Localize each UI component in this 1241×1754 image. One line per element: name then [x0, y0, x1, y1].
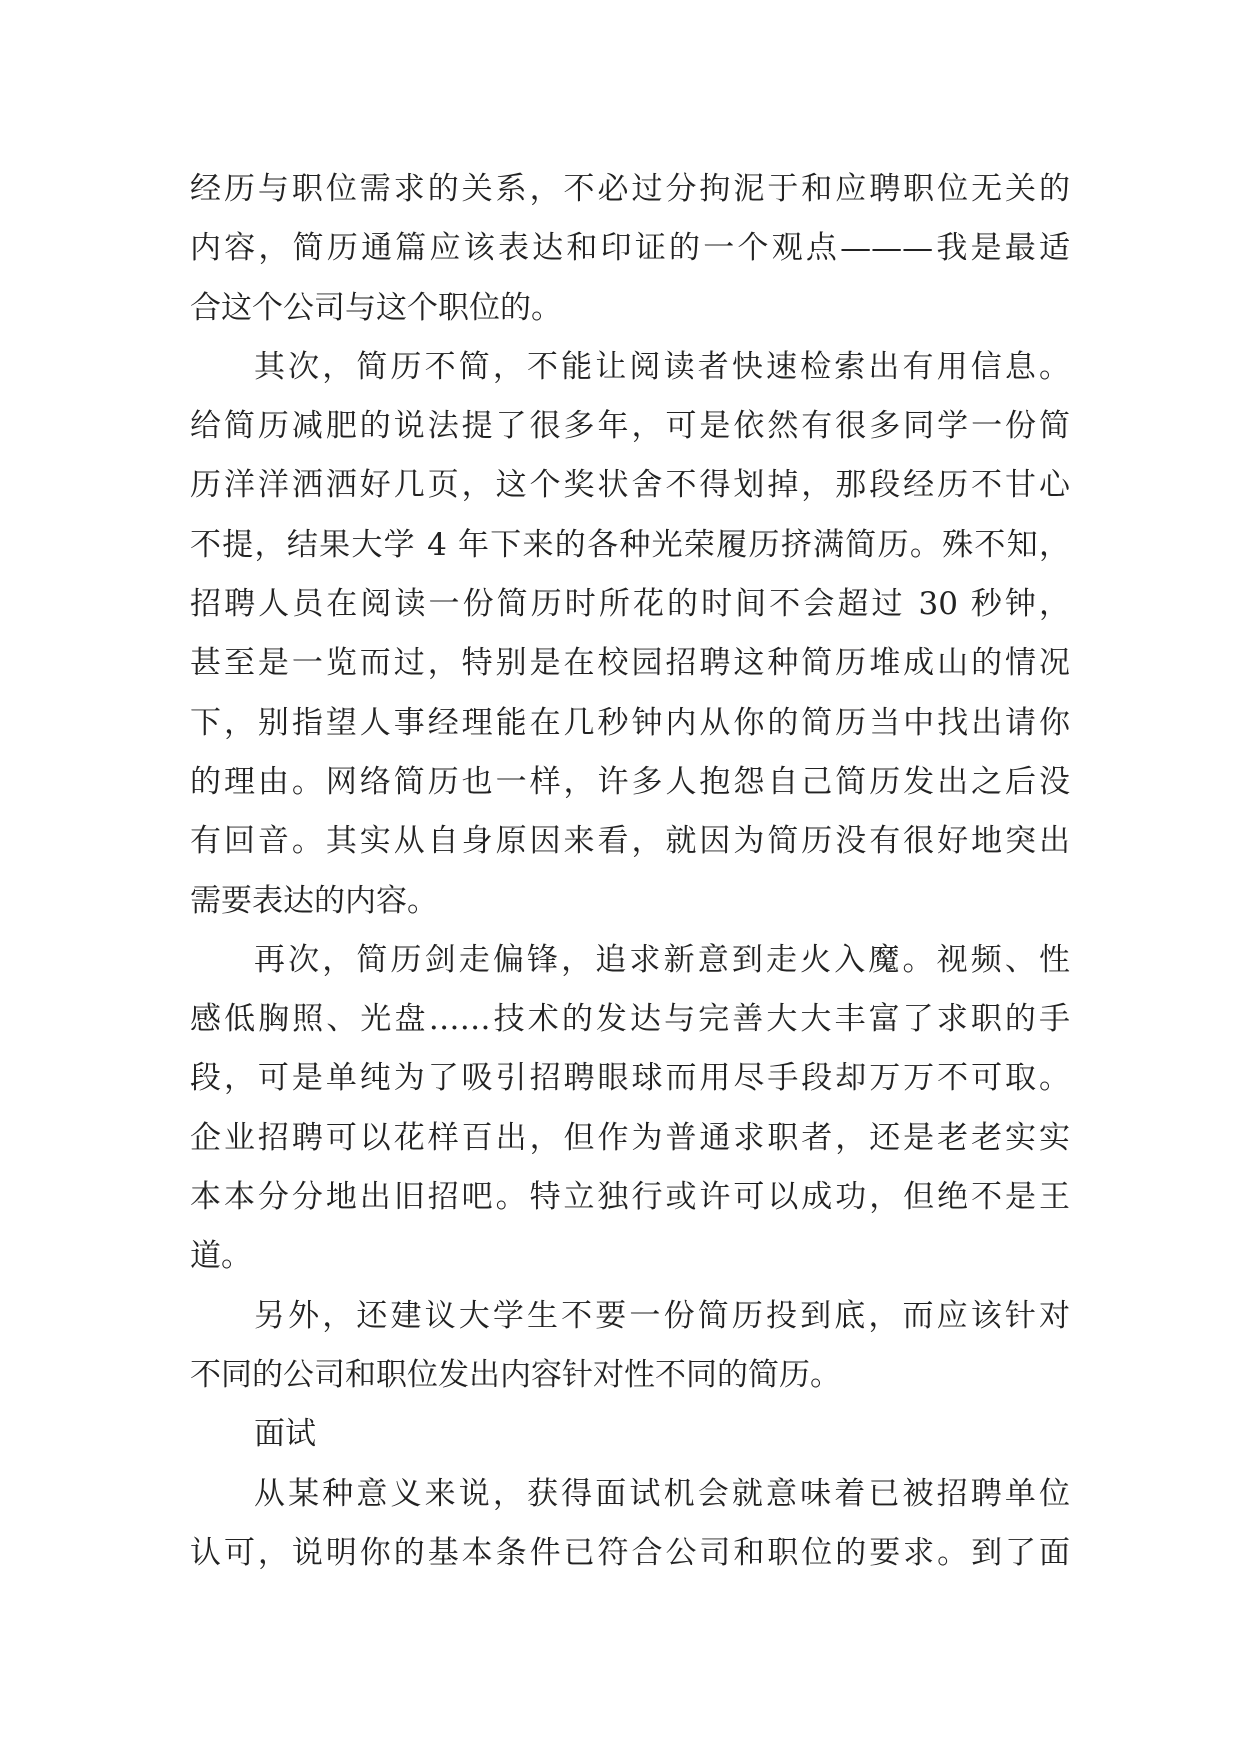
text-line: 内容，简历通篇应该表达和印证的一个观点———我是最适 [190, 230, 1070, 267]
document-body [190, 160, 1070, 1583]
text-line: 有回音。其实从自身原因来看，就因为简历没有很好地突出 [190, 823, 1070, 860]
text-line: 不同的公司和职位发出内容针对性不同的简历。 [190, 1356, 841, 1393]
text-line: 给简历减肥的说法提了很多年，可是依然有很多同学一份简 [190, 408, 1070, 445]
text-line: 甚至是一览而过，特别是在校园招聘这种简历堆成山的情况 [190, 645, 1070, 682]
text-line: 经历与职位需求的关系，不必过分拘泥于和应聘职位无关的 [190, 171, 1070, 207]
text-line: 道。 [190, 1238, 252, 1275]
text-line: 历洋洋洒洒好几页，这个奖状舍不得划掉，那段经历不甘心 [190, 467, 1070, 504]
text-line: 招聘人员在阅读一份简历时所花的时间不会超过 30 秒钟， [190, 586, 1070, 623]
text-line: 企业招聘可以花样百出，但作为普通求职者，还是老老实实 [190, 1119, 1070, 1156]
paragraph-first-line: 另外，还建议大学生不要一份简历投到底，而应该针对 [254, 1297, 1070, 1334]
text-line: 的理由。网络简历也一样，许多人抱怨自己简历发出之后没 [190, 763, 1070, 800]
text-line: 合这个公司与这个职位的。 [190, 289, 562, 326]
text-line: 本本分分地出旧招吧。特立独行或许可以成功，但绝不是王 [190, 1179, 1070, 1216]
text-line: 感低胸照、光盘……技术的发达与完善大大丰富了求职的手 [190, 1001, 1070, 1038]
paragraph-first-line: 其次，简历不简，不能让阅读者快速检索出有用信息。 [254, 348, 1070, 385]
paragraph-first-line: 从某种意义来说，获得面试机会就意味着已被招聘单位 [254, 1475, 1070, 1512]
text-line: 不提，结果大学 4 年下来的各种光荣履历挤满简历。殊不知， [190, 526, 1070, 563]
text-line: 认可，说明你的基本条件已符合公司和职位的要求。到了面 [190, 1534, 1070, 1571]
text-line: 需要表达的内容。 [190, 882, 438, 919]
text-line: 段，可是单纯为了吸引招聘眼球而用尽手段却万万不可取。 [190, 1060, 1070, 1097]
paragraph-first-line: 再次，简历剑走偏锋，追求新意到走火入魔。视频、性 [254, 941, 1070, 978]
text-line: 下，别指望人事经理能在几秒钟内从你的简历当中找出请你 [190, 704, 1070, 741]
section-heading: 面试 [254, 1416, 316, 1453]
